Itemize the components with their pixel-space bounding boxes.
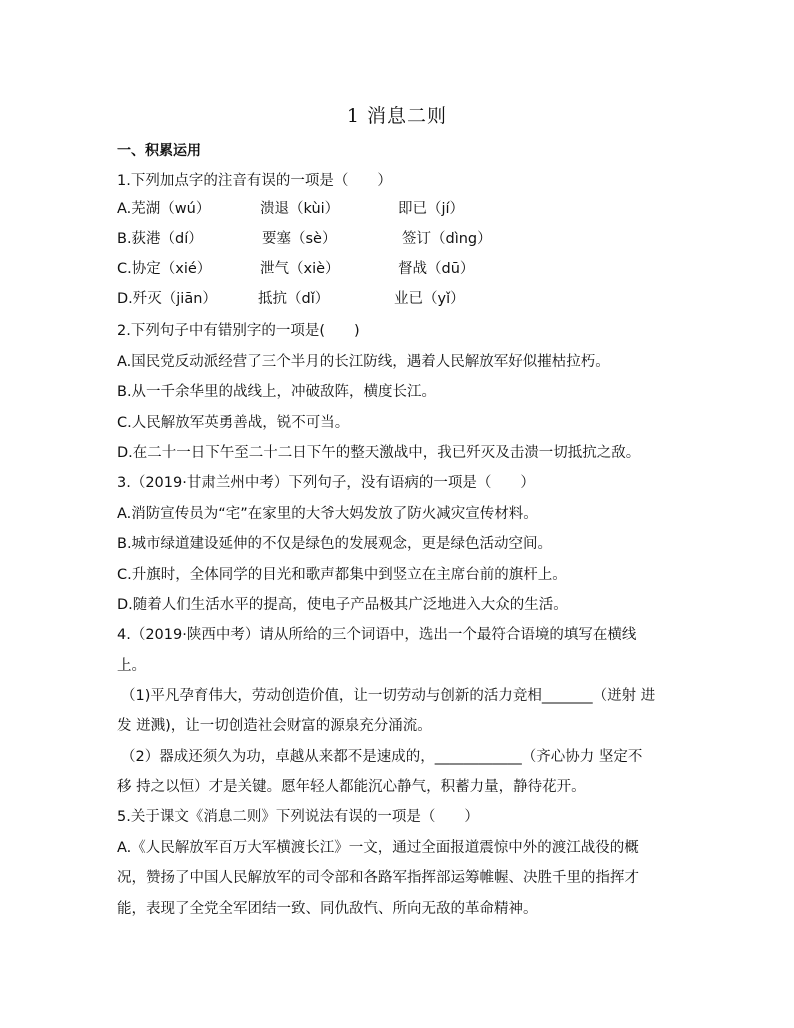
q1-stem: 1.下列加点字的注音有误的一项是（ ） xyxy=(117,173,392,189)
q4-part2-line1: （2）器成还须久为功，卓越从来都不是速成的，____________（齐心协力 坚定不 xyxy=(121,749,643,765)
q1-row-d-col2: 抵抗（dǐ） xyxy=(258,291,330,307)
q2-option-c: C.人民解放军英勇善战，锐不可当。 xyxy=(117,415,350,431)
q1-row-b-col2: 要塞（sè） xyxy=(262,231,337,247)
q1-row-b-col3: 签订（dìng） xyxy=(402,231,492,247)
q1-row-a-col2: 溃退（kùi） xyxy=(260,201,340,217)
section-heading: 一、积累运用 xyxy=(117,143,201,159)
q5-option-a-line3: 能，表现了全党全军团结一致、同仇敌忾、所向无敌的革命精神。 xyxy=(117,901,538,917)
q1-row-c-col2: 泄气（xiè） xyxy=(260,261,340,277)
q5-option-a-line1: A.《人民解放军百万大军横渡长江》一文，通过全面报道震惊中外的渡江战役的概 xyxy=(117,840,639,856)
q2-option-a: A.国民党反动派经营了三个半月的长江防线，遇着人民解放军好似摧枯拉朽。 xyxy=(117,354,610,370)
q4-part2-line2: 移 持之以恒）才是关键。愿年轻人都能沉心静气，积蓄力量，静待花开。 xyxy=(117,779,586,795)
q3-option-c: C.升旗时，全体同学的目光和歌声都集中到竖立在主席台前的旗杆上。 xyxy=(117,567,567,583)
q1-row-d-col3: 业已（yǐ） xyxy=(394,291,465,307)
q5-stem: 5.关于课文《消息二则》下列说法有误的一项是（ ） xyxy=(117,809,479,825)
q1-row-c-col1: C.协定（xié） xyxy=(117,261,212,277)
q5-option-a-line2: 况，赞扬了中国人民解放军的司令部和各路军指挥部运筹帷幄、决胜千里的指挥才 xyxy=(117,870,639,886)
q1-row-d-col1: D.歼灭（jiān） xyxy=(117,291,217,307)
q3-option-b: B.城市绿道建设延伸的不仅是绿色的发展观念，更是绿色活动空间。 xyxy=(117,536,553,552)
q3-stem: 3.（2019·甘肃兰州中考）下列句子，没有语病的一项是（ ） xyxy=(117,475,535,491)
q4-part1-line2: 发 迸溅)，让一切创造社会财富的源泉充分涌流。 xyxy=(117,718,432,734)
q4-stem-line2: 上。 xyxy=(117,658,146,674)
q3-option-a: A.消防宣传员为“宅”在家里的大爷大妈发放了防火减灾宣传材料。 xyxy=(117,506,538,522)
q4-part1-line1: （1)平凡孕育伟大，劳动创造价值，让一切劳动与创新的活力竞相_______（迸射 进 xyxy=(121,688,656,704)
q1-row-c-col3: 督战（dū） xyxy=(398,261,475,277)
q2-option-d: D.在二十一日下午至二十二日下午的整天激战中，我已歼灭及击溃一切抵抗之敌。 xyxy=(117,445,641,461)
q1-row-a-col3: 即已（jí） xyxy=(398,201,465,217)
page-title: 1 消息二则 xyxy=(346,105,448,127)
q2-option-b: B.从一千余华里的战线上，冲破敌阵，横度长江。 xyxy=(117,384,437,400)
q2-stem: 2.下列句子中有错别字的一项是( ) xyxy=(117,323,360,339)
q1-row-b-col1: B.荻港（dí） xyxy=(117,231,203,247)
q1-row-a-col1: A.芜湖（wú） xyxy=(117,201,211,217)
q3-option-d: D.随着人们生活水平的提高，使电子产品极其广泛地进入大众的生活。 xyxy=(117,597,568,613)
q4-stem-line1: 4.（2019·陕西中考）请从所给的三个词语中，选出一个最符合语境的填写在横线 xyxy=(117,627,637,643)
